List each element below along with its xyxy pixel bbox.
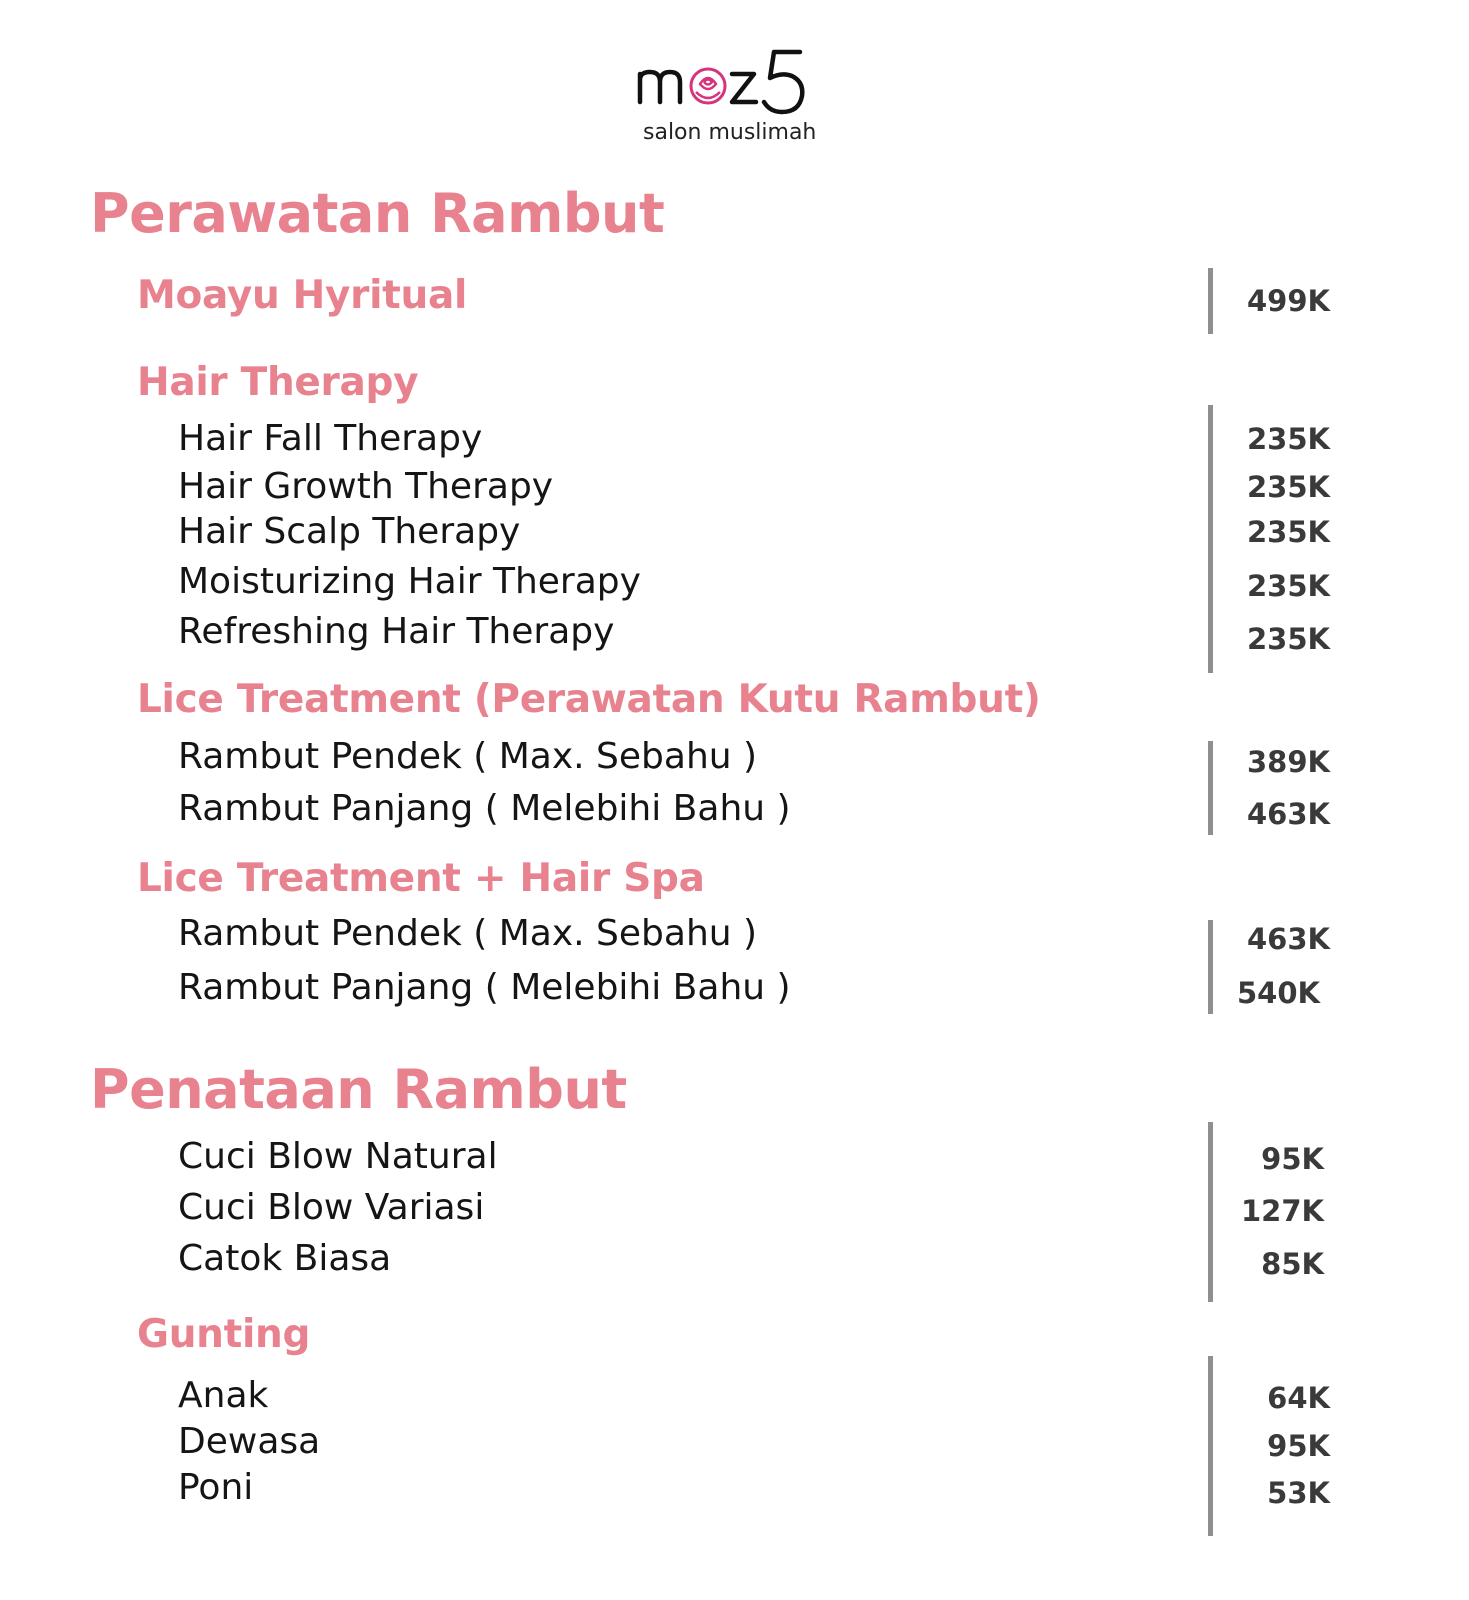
list-item: Hair Scalp Therapy bbox=[178, 511, 521, 552]
item-price: 235K bbox=[1246, 569, 1330, 603]
logo-tagline: salon muslimah bbox=[643, 120, 817, 145]
item-price: 463K bbox=[1246, 922, 1330, 956]
price-divider bbox=[1208, 405, 1213, 673]
list-item: Cuci Blow Natural bbox=[178, 1136, 498, 1177]
item-price: 64K bbox=[1267, 1381, 1330, 1415]
item-price: 540K bbox=[1236, 976, 1320, 1010]
section-title-perawatan-rambut: Perawatan Rambut bbox=[90, 182, 665, 245]
list-item: Anak bbox=[178, 1375, 269, 1416]
item-price: 127K bbox=[1240, 1194, 1324, 1228]
item-price: 95K bbox=[1261, 1142, 1324, 1176]
group-title-lice-treatment-hair-spa: Lice Treatment + Hair Spa bbox=[137, 856, 705, 901]
item-price: 235K bbox=[1246, 622, 1330, 656]
group-title-moayu-hyritual: Moayu Hyritual bbox=[137, 273, 468, 318]
item-price: 53K bbox=[1267, 1476, 1330, 1510]
list-item: Cuci Blow Variasi bbox=[178, 1187, 485, 1228]
group-title-gunting: Gunting bbox=[137, 1312, 311, 1357]
group-title-hair-therapy: Hair Therapy bbox=[137, 360, 419, 405]
list-item: Rambut Pendek ( Max. Sebahu ) bbox=[178, 913, 758, 954]
rose-logo-icon bbox=[636, 44, 816, 124]
list-item: Dewasa bbox=[178, 1421, 321, 1462]
price-divider bbox=[1208, 920, 1213, 1014]
logo bbox=[0, 44, 1469, 164]
price-divider bbox=[1208, 268, 1213, 334]
item-price: 235K bbox=[1246, 470, 1330, 504]
item-price: 389K bbox=[1246, 745, 1330, 779]
section-title-penataan-rambut: Penataan Rambut bbox=[90, 1058, 627, 1121]
list-item: Rambut Panjang ( Melebihi Bahu ) bbox=[178, 967, 791, 1008]
list-item: Refreshing Hair Therapy bbox=[178, 611, 615, 652]
item-price: 235K bbox=[1246, 515, 1330, 549]
list-item: Hair Fall Therapy bbox=[178, 418, 483, 459]
item-price: 95K bbox=[1267, 1429, 1330, 1463]
price-moayu-hyritual: 499K bbox=[1246, 284, 1330, 318]
list-item: Catok Biasa bbox=[178, 1238, 392, 1279]
price-divider bbox=[1208, 1356, 1213, 1536]
price-divider bbox=[1208, 741, 1213, 835]
list-item: Moisturizing Hair Therapy bbox=[178, 561, 641, 602]
list-item: Rambut Pendek ( Max. Sebahu ) bbox=[178, 736, 758, 777]
list-item: Rambut Panjang ( Melebihi Bahu ) bbox=[178, 788, 791, 829]
item-price: 463K bbox=[1246, 797, 1330, 831]
group-title-lice-treatment: Lice Treatment (Perawatan Kutu Rambut) bbox=[137, 677, 1041, 722]
list-item: Hair Growth Therapy bbox=[178, 466, 554, 507]
list-item: Poni bbox=[178, 1467, 254, 1508]
item-price: 235K bbox=[1246, 422, 1330, 456]
item-price: 85K bbox=[1261, 1247, 1324, 1281]
price-divider bbox=[1208, 1122, 1213, 1302]
